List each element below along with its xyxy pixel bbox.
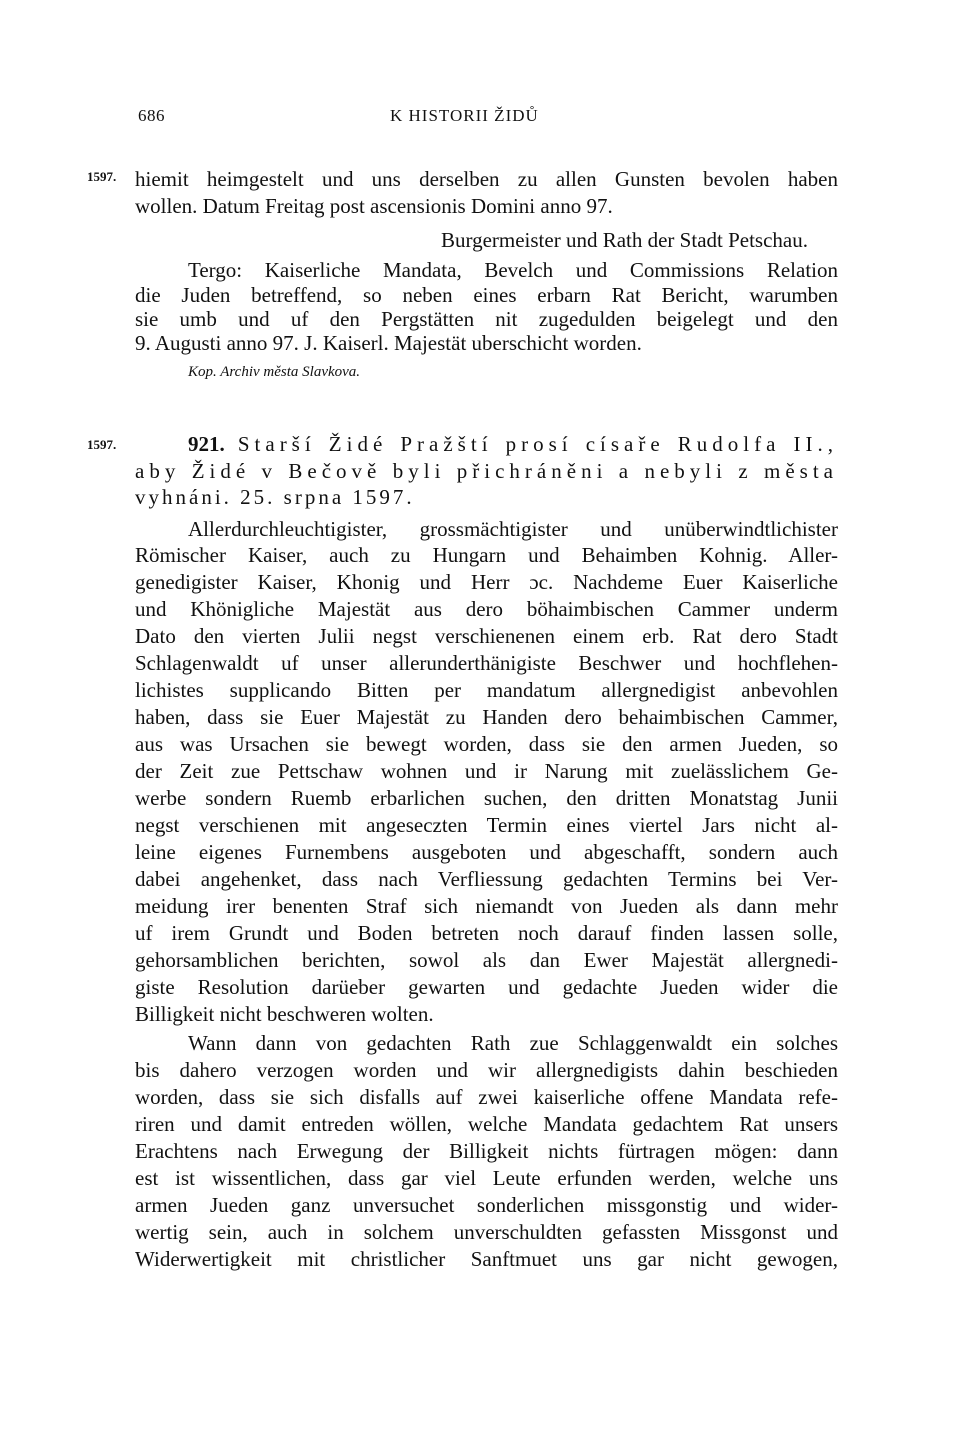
text-line: wertig sein, auch in solchem unverschuldten gefassten Missgonst und: [135, 1220, 838, 1244]
text-line: bis dahero verzogen worden und wir allergnedigists dahin beschieden: [135, 1058, 838, 1082]
text-line: Erachtens nach Erwegung der Billigkeit nichts fürtragen mögen: dann: [135, 1139, 838, 1163]
text-line: armen Jueden ganz unversuchet sonderlichen missgonstig und wider-: [135, 1193, 838, 1217]
tergo-line: Tergo: Kaiserliche Mandata, Bevelch und Commissions Relation: [188, 258, 838, 282]
text-line: riren und damit entreden wöllen, welche Mandata gedachtem Rat unsers: [135, 1112, 838, 1136]
text-line: meidung irer benenten Straf sich niemandt von Jueden als dann mehr: [135, 894, 838, 918]
page-number: 686: [138, 106, 165, 125]
source-note: Kop. Archiv města Slavkova.: [188, 364, 361, 380]
text-line: Schlagenwaldt uf unser allerunderthänigiste Beschwer und hochflehen-: [135, 651, 838, 675]
text-line: hiemit heimgestelt und uns derselben zu allen Gunsten bevolen haben: [135, 167, 838, 191]
text-line: est ist wissentlichen, dass gar viel Leute erfunden werden, welche uns: [135, 1166, 838, 1190]
text-line: giste Resolution darüeber gewarten und gedachte Jueden wider die: [135, 975, 838, 999]
text-line: genedigister Kaiser, Khonig und Herr ɔc. Nachdeme Euer Kaiserliche: [135, 570, 838, 594]
tergo-line: 9. Augusti anno 97. J. Kaiserl. Majestät uberschicht worden.: [135, 331, 642, 355]
text-line: Dato den vierten Julii negst verschienenen einem erb. Rat dero Stadt: [135, 624, 838, 648]
text-line: der Zeit zue Pettschaw wohnen und ir Narung mit zuelässlichem Ge-: [135, 759, 838, 783]
document-heading: [188, 431, 838, 458]
document-heading-text: Starší Židé Pražští prosí císaře Rudolfa II.,: [237, 432, 839, 456]
tergo-line: die Juden betreffend, so neben eines erbarn Rat Bericht, warumben: [135, 283, 838, 307]
document-number: 921.: [188, 432, 225, 456]
running-title: K HISTORII ŽIDŮ: [390, 106, 539, 125]
document-heading: aby Židé v Bečově byli přichráněni a nebyli z města: [135, 459, 838, 483]
text-line: und Khönigliche Majestät aus dero böhaimbischen Cammer underm: [135, 597, 838, 621]
margin-year: 1597.: [87, 169, 117, 184]
text-line: Billigkeit nicht beschweren wolten.: [135, 1002, 434, 1026]
margin-year: 1597.: [87, 437, 117, 452]
text-line: gehorsamblichen berichten, sowol als dan Ewer Majestät allergnedi-: [135, 948, 838, 972]
text-line: wollen. Datum Freitag post ascensionis Domini anno 97.: [135, 194, 613, 218]
text-line: Widerwertigkeit mit christlicher Sanftmuet uns gar nicht gewogen,: [135, 1247, 838, 1271]
text-line: Allerdurchleuchtigister, grossmächtigister und unüberwindtlichister: [188, 517, 838, 541]
tergo-line: sie umb und uf den Pergstätten nit zugedulden beigelegt und den: [135, 307, 838, 331]
running-head: [138, 106, 838, 130]
text-line: haben, dass sie Euer Majestät zu Handen dero behaimbischen Cammer,: [135, 705, 838, 729]
text-line: lichistes supplicando Bitten per mandatum allergnedigist anbevohlen: [135, 678, 838, 702]
text-line: uf irem Grundt und Boden betreten noch darauf finden lassen solle,: [135, 921, 838, 945]
text-line: aus was Ursachen sie bewegt worden, dass sie den armen Jueden, so: [135, 732, 838, 756]
text-line: negst verschienen mit angeseczten Termin eines viertel Jars nicht al-: [135, 813, 838, 837]
text-line: Römischer Kaiser, auch zu Hungarn und Behaimben Kohnig. Aller-: [135, 543, 838, 567]
signature: Burgermeister und Rath der Stadt Petschau.: [440, 228, 808, 252]
document-heading: vyhnáni. 25. srpna 1597.: [135, 485, 415, 509]
text-line: dabei angehenket, dass nach Verfliessung gedachten Termins bei Ver-: [135, 867, 838, 891]
text-line: leine eigenes Furnembens ausgeboten und abgeschafft, sondern auch: [135, 840, 838, 864]
text-line: werbe sondern Ruemb erbarlichen suchen, den dritten Monatstag Junii: [135, 786, 838, 810]
text-line: worden, dass sie sich disfalls auf zwei kaiserliche offene Mandata refe-: [135, 1085, 838, 1109]
text-line: Wann dann von gedachten Rath zue Schlaggenwaldt ein solches: [188, 1031, 838, 1055]
